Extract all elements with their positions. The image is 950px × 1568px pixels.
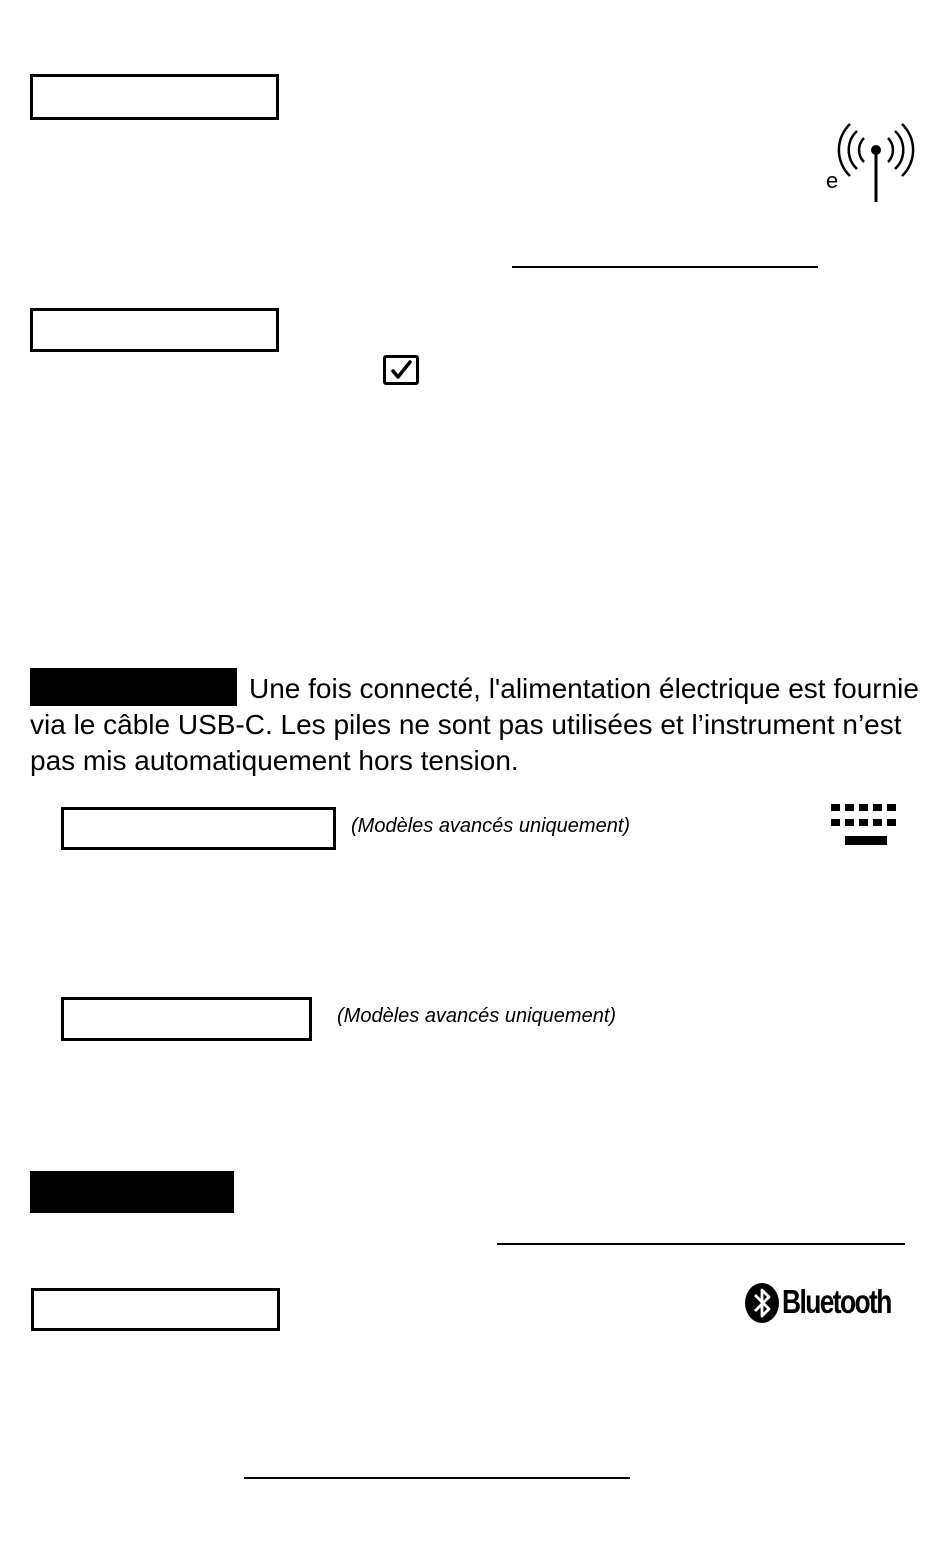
redacted-label	[30, 668, 237, 706]
redacted-heading-3	[61, 807, 336, 850]
svg-text:e: e	[826, 168, 839, 193]
redacted-heading-4	[61, 997, 312, 1041]
redacted-heading-5	[30, 1171, 234, 1213]
wireless-antenna-icon	[826, 118, 916, 206]
checkbox-checked-icon	[383, 355, 419, 385]
advanced-models-note-1: (Modèles avancés uniquement)	[351, 815, 631, 837]
usb-power-text: Une fois connecté, l'alimentation électrique est fournie via le câble USB-C. Les piles ne sont pas utilisées et l’instrument n’est pas mis automatiquement hors tension.	[30, 673, 919, 776]
redacted-heading-2	[30, 308, 279, 352]
divider-line-1	[512, 266, 818, 268]
bluetooth-wordmark: Bluetooth	[782, 1283, 891, 1320]
divider-line-2	[497, 1243, 905, 1245]
redacted-heading-6	[31, 1288, 280, 1331]
usb-power-paragraph	[30, 668, 920, 779]
redacted-heading-1	[30, 74, 279, 120]
keyboard-icon	[829, 803, 905, 847]
bluetooth-logo-icon	[744, 1282, 916, 1324]
divider-line-3	[244, 1477, 630, 1479]
advanced-models-note-2: (Modèles avancés uniquement)	[337, 1005, 617, 1027]
